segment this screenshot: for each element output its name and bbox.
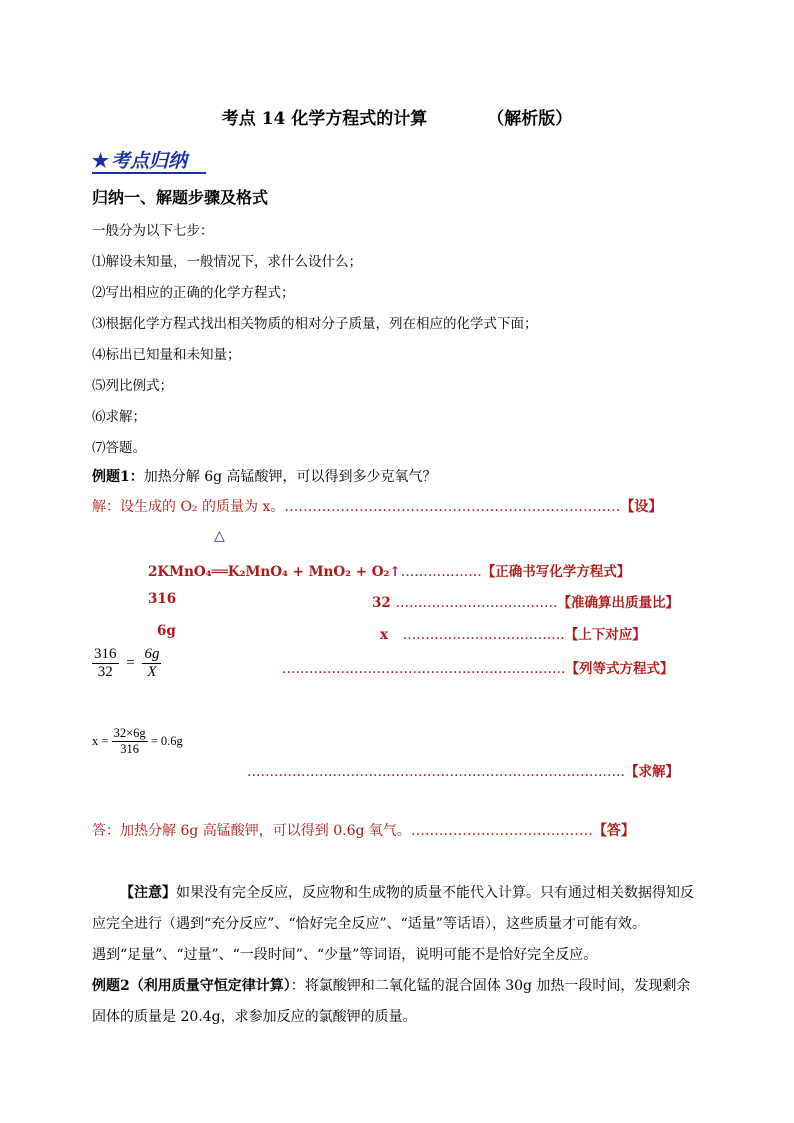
section-banner (92, 146, 187, 173)
note-line-2: 应完全进行（遇到“充分反应”、“恰好完全反应”、“适量”等话语），这些质量才可能有效。 (92, 916, 646, 932)
known-right: x (380, 627, 389, 643)
mass-tag: 【准确算出质量比】 (557, 595, 679, 611)
example1-question-text: 加热分解 6g 高锰酸钾，可以得到多少克氧气？ (143, 469, 437, 485)
answer-tag: 【答】 (592, 823, 635, 839)
mass-dots: ……………………………… (395, 595, 558, 611)
set-tag: 【设】 (620, 499, 663, 515)
step-item: ⑴解设未知量，一般情况下，求什么设什么； (92, 254, 362, 270)
solve-lhs: x = (92, 734, 109, 748)
fraction-denominator: X (147, 664, 157, 680)
fraction-denominator: 316 (120, 742, 139, 756)
note-line-3: 遇到“足量”、“过量”、“一段时间”、“少量”等词语，说明可能不是恰好完全反应。 (92, 947, 598, 963)
banner-text: 考点归纳 (111, 150, 188, 172)
chemical-equation (148, 560, 630, 580)
heating-condition: △ (214, 528, 225, 544)
answer-text: 答：加热分解 6g 高锰酸钾，可以得到 0.6g 氧气。 (92, 823, 411, 839)
proportion-dots: ……………………………………………………… (282, 661, 566, 677)
fraction-numerator: 32×6g (113, 726, 146, 740)
equation-dots: ……………… (400, 564, 482, 580)
solve-rhs: = 0.6g (150, 734, 183, 748)
step-item: ⑶根据化学方程式找出相关物质的相对分子质量，列在相应的化学式下面； (92, 316, 538, 332)
note-label: 【注意】 (120, 885, 176, 901)
example2-line-2: 固体的质量是 20.4g，求参加反应的氯酸钾的质量。 (92, 1009, 417, 1025)
step-item: ⑸列比例式； (92, 378, 173, 394)
title-main: 考点 14 化学方程式的计算 (221, 109, 428, 129)
solve-dots: ………………………………………………………………………… (247, 764, 625, 780)
step-item: ⑷标出已知量和未知量； (92, 347, 241, 363)
equals-sign: = (126, 655, 135, 671)
mass-right: 32 (372, 595, 391, 611)
note-text-1: 如果没有完全反应，反应物和生成物的质量不能代入计算。只有通过相关数据得知反 (176, 885, 694, 901)
solve-annotation (247, 760, 679, 780)
proportion-annotation (282, 657, 674, 677)
note-line-1 (120, 882, 694, 902)
section-heading: 归纳一、解题步骤及格式 (92, 188, 269, 207)
step-item: ⑹求解； (92, 409, 146, 425)
solve-tag: 【求解】 (625, 764, 679, 780)
equation-tag: 【正确书写化学方程式】 (481, 564, 631, 580)
fraction-numerator: 316 (94, 646, 117, 662)
banner-underline (92, 172, 206, 174)
step-item: ⑺答题。 (92, 440, 146, 456)
proportion-equation (92, 646, 161, 681)
answer-dots: ………………………………… (410, 823, 593, 839)
example1-answer (92, 820, 635, 840)
equation-text: 2KMnO₄══K₂MnO₄ + MnO₂ + O₂↑ (148, 564, 401, 580)
proportion-right-fraction (142, 646, 161, 681)
solve-fraction (112, 726, 148, 757)
proportion-left-fraction (92, 646, 119, 681)
known-dots: ……………………………… (402, 627, 565, 643)
example2-line-1 (92, 975, 690, 995)
fraction-numerator: 6g (144, 646, 160, 662)
set-dots: ……………………………………………………………… (284, 499, 621, 515)
mass-ratio-line (372, 591, 679, 611)
known-left: 6g (157, 623, 176, 639)
mass-left: 316 (148, 591, 177, 607)
fraction-denominator: 32 (97, 664, 113, 680)
known-tag: 【上下对应】 (564, 627, 646, 643)
example1-label: 例题1： (92, 469, 144, 485)
example2-text-1: ：将氯酸钾和二氧化锰的混合固体 30g 加热一段时间，发现剩余 (290, 978, 691, 994)
page-title (0, 104, 794, 129)
set-text: 解：设生成的 O₂ 的质量为 x。 (92, 499, 285, 515)
steps-intro: 一般分为以下七步： (92, 223, 214, 239)
example1-question (92, 466, 437, 486)
step-item: ⑵写出相应的正确的化学方程式； (92, 285, 295, 301)
known-line (380, 623, 646, 643)
solve-equation (92, 726, 183, 757)
star-icon: ★ (92, 150, 110, 172)
title-sub: （解析版） (487, 109, 573, 129)
example1-set-line (92, 496, 662, 516)
example2-label: 例题2（利用质量守恒定律计算） (92, 978, 291, 994)
proportion-tag: 【列等式方程式】 (565, 661, 674, 677)
